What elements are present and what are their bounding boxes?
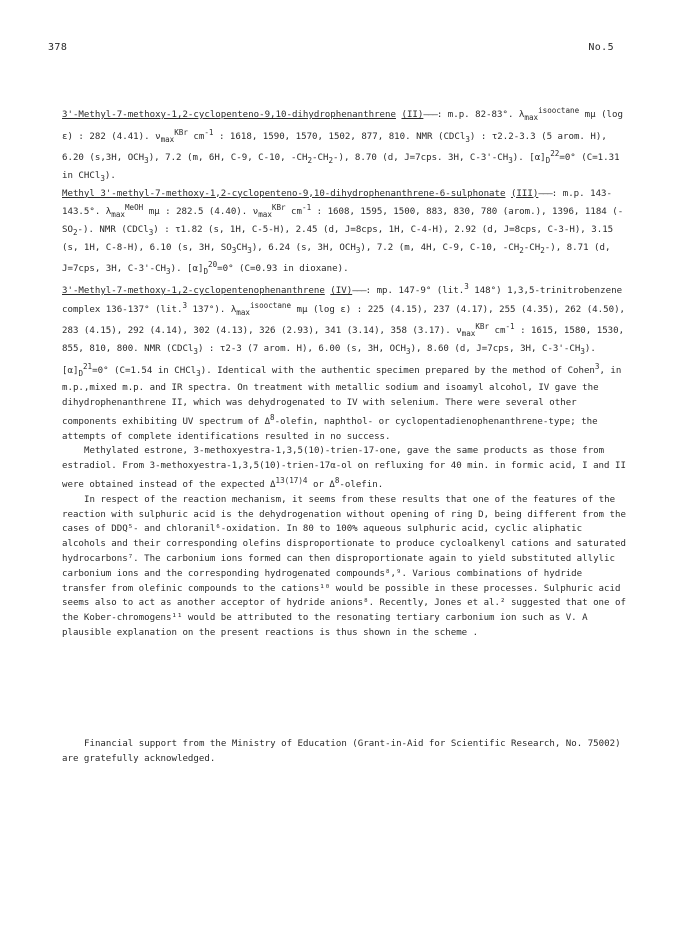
compound-II-name: 3'-Methyl-7-methoxy-1,2-cyclopenteno-9,10-dihydrophenanthrene xyxy=(62,110,396,121)
compound-II-data: 3'-Methyl-7-methoxy-1,2-cyclopenteno-9,10-dihydrophenanthrene (II)———: m.p. 82-83°. $\lambda_{max}^{isooctane}$ mμ (log ε) : 282 (4.41). $\nu_{max}^{KBr}$ $cm^{-1}$ : 1618, 1590, 1570, 1502, 877, 810. NMR (CDCl$_3$) : τ2.2-3.3 (5 arom. H), 6.20 (s,3H, $OCH_3$), 7.2 (m, 6H, C-9, C-10, $-CH_2-CH_2-$), 8.70 (d, J=7cps. 3H, $C-3'-CH_3$). $[\alpha]_D^{22}=0^\circ$ (C=1.31 in CHCl$_3$). xyxy=(62,106,623,183)
compound-III-label: (III) xyxy=(510,188,539,199)
compound-III-name: Methyl 3'-methyl-7-methoxy-1,2-cyclopenteno-9,10-dihydrophenanthrene-6-sulphonate xyxy=(62,188,506,199)
article-body xyxy=(62,104,628,766)
section-gap xyxy=(62,641,628,737)
journal-issue: No.5 xyxy=(588,42,614,53)
compound-IV-label: (IV) xyxy=(330,285,353,296)
acknowledgment: Financial support from the Ministry of Education (Grant-in-Aid for Scientific Research, No. 75002) are gratefully acknowledged. xyxy=(62,738,621,764)
mechanism-paragraph: In respect of the reaction mechanism, it seems from these results that one of the features of the reaction with sulphuric acid is the dehydrogenation without opening of ring D, being different from the cases of DDQ⁵- and chloranil⁶-oxidation. In 80 to 100% aqueous sulphuric acid, cyclic aliphatic alcohols and their corresponding olefins disproportionate to produce cycloalkenyl cations and saturated hydrocarbons⁷. The carbonium ions formed can then disproportionate again to yield substituted allylic carbonium ions and the corresponding hydrogenated compounds⁸,⁹. Various combinations of hydride transfer from olefinic compounds to the cations¹⁰ would be possible in these processes. Sulphuric acid seems also to act as another acceptor of hydride anions⁸. Recently, Jones et al.² suggested that one of the Kober-chromogens¹¹ would be attributed to the resonating tertiary carbonium ion such as V. A plausible explanation on the present reactions is thus shown in the scheme . xyxy=(62,494,626,638)
page-number: 378 xyxy=(48,42,68,53)
compound-II-label: (II) xyxy=(401,110,424,121)
compound-III-data: Methyl 3'-methyl-7-methoxy-1,2-cyclopenteno-9,10-dihydrophenanthrene-6-sulphonate (III)———: m.p. 143-143.5°. $\lambda_{max}^{MeOH}$ mμ : 282.5 (4.40). $\nu_{max}^{KBr}$ $cm^{-1}$ : 1608, 1595, 1500, 883, 830, 780 (arom.), 1396, 1184 $(-SO_2-)$. NMR (CDCl$_3$) : τ1.82 (s, 1H, C-5-H), 2.45 (d, J=8cps, 1H, C-4-H), 2.92 (d, J=8cps, C-3-H), 3.15 (s, 1H, C-8-H), 6.10 (s, 3H, $SO_3CH_3$), 6.24 (s, 3H, $OCH_3$), 7.2 (m, 4H, C-9, C-10, $-CH_2-CH_2-$), 8.71 (d, J=7cps, 3H, $C-3'-CH_3$). $[\alpha]_D^{20}=0^\circ$ (C=0.93 in dioxane). xyxy=(62,188,624,277)
estrone-paragraph: Methylated estrone, 3-methoxyestra-1,3,5(10)-trien-17-one, gave the same products as those from estradiol. From 3-methoxyestra-1,3,5(10)-trien-17α-ol on refluxing for 40 min. in formic acid, I and II were obtained instead of the expected $\Delta^{13(17)4}$ or $\Delta^8$-olefin. xyxy=(62,446,626,491)
compound-IV-name: 3'-Methyl-7-methoxy-1,2-cyclopentenophenanthrene xyxy=(62,285,325,296)
compound-IV-data: 3'-Methyl-7-methoxy-1,2-cyclopentenophenanthrene (IV)———: mp. 147-9° (lit.$^3$ 148°) 1,3,5-trinitrobenzene complex 136-137° (lit.$^3$ 137°). $\lambda_{max}^{isooctane}$ mμ (log ε) : 225 (4.15), 237 (4.17), 255 (4.35), 262 (4.50), 283 (4.15), 292 (4.14), 302 (4.13), 326 (2.93), 341 (3.14), 358 (3.17). $\nu_{max}^{KBr}$ $cm^{-1}$ : 1615, 1580, 1530, 855, 810, 800. NMR (CDCl$_3$) : τ2-3 (7 arom. H), 6.00 (s, 3H, $OCH_3$), 8.60 (d, J=7cps, 3H, $C-3'-CH_3$). $[\alpha]_D^{21}=0^\circ$ (C=1.54 in CHCl$_3$). Identical with the authentic specimen prepared by the method of Cohen$^3$, in m.p.,mixed m.p. and IR spectra. On treatment with metallic sodium and isoamyl alcohol, IV gave the dihydrophenanthrene II, which was dehydrogenated to IV with selenium. There were several other components exhibiting UV spectrum of $\Delta^8$-olefin, naphthol- or cyclopentadienophenanthrene-type; the attempts of complete identifications resulted in no success. xyxy=(62,281,626,442)
